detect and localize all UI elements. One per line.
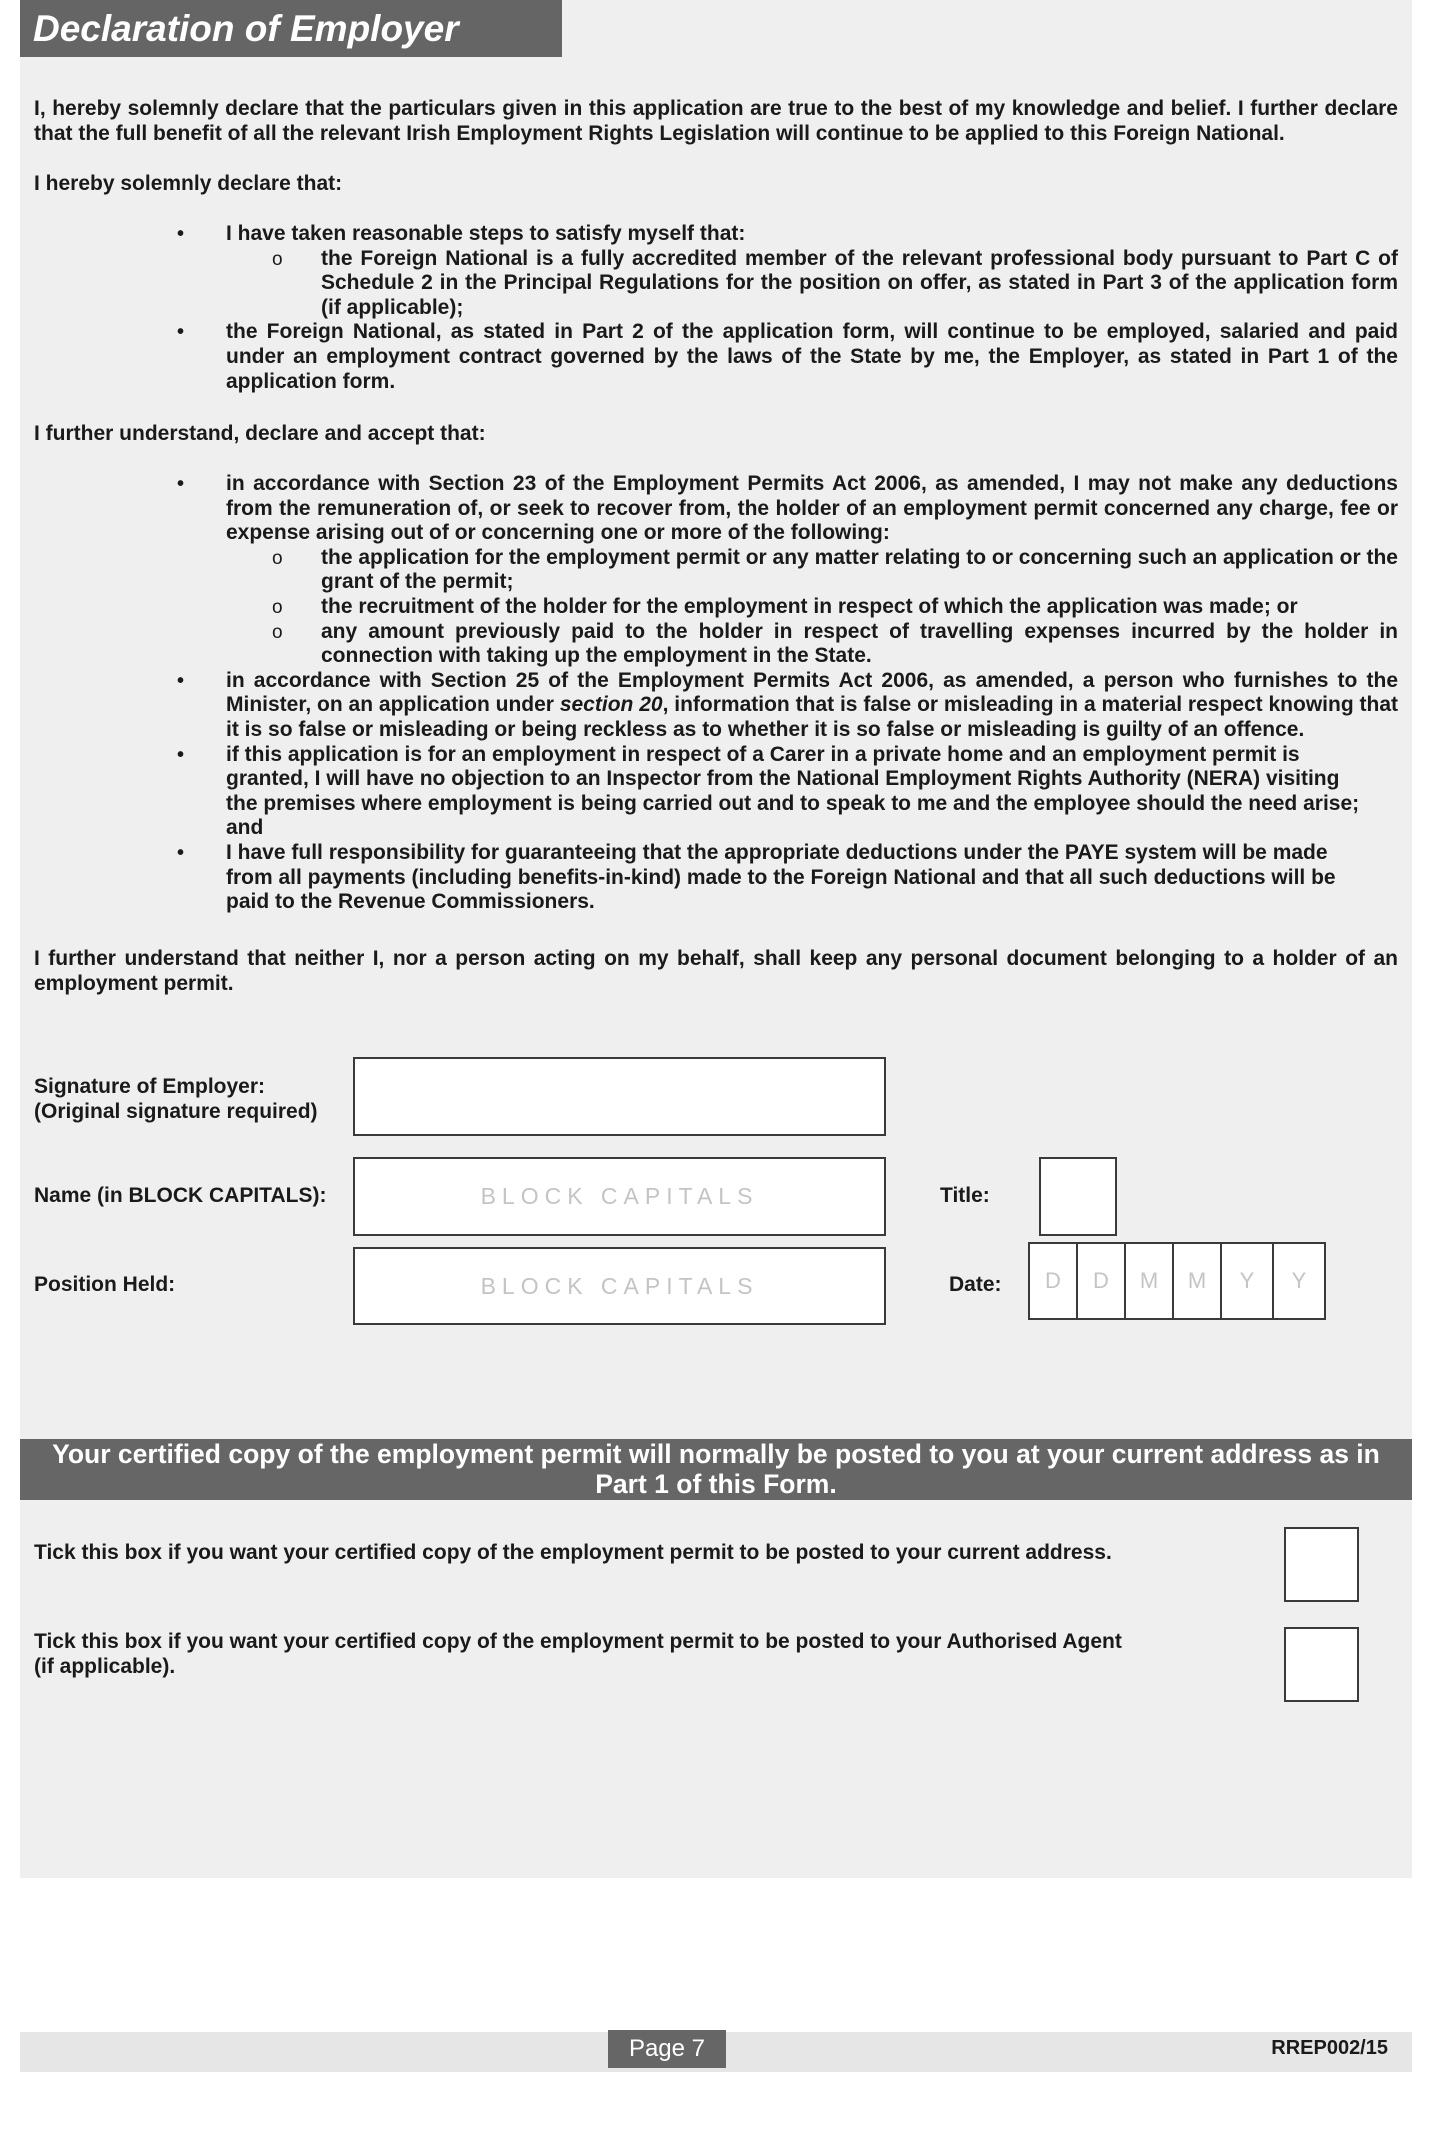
signature-label: Signature of Employer: (Original signature required)	[34, 1075, 318, 1123]
list-item: • if this application is for an employment in respect of a Carer in a private home and an employment permit is granted, I will have no objection to an Inspector from the National Employment Rights Authority (NERA) visiting the premises where employment is being carried out and to speak to me and the employee should the need arise; and	[177, 742, 1360, 840]
title-label: Title:	[940, 1184, 990, 1207]
title-field[interactable]	[1039, 1157, 1117, 1236]
sub-list-item: o any amount previously paid to the holder in respect of travelling expenses incurred by the holder in connection with taking up the employment in the State.	[272, 619, 1398, 668]
bullet-icon: •	[177, 743, 185, 766]
bullet-icon: •	[177, 841, 185, 864]
circle-bullet-icon: o	[272, 547, 283, 569]
circle-bullet-icon: o	[272, 596, 283, 618]
bullet-icon: •	[177, 321, 185, 344]
closing-paragraph: I further understand that neither I, nor a person acting on my behalf, shall keep any personal document belonging to a holder of an employment permit.	[34, 947, 1398, 995]
bullet-icon: •	[177, 223, 185, 245]
postal-notice-bar: Your certified copy of the employment permit will normally be posted to you at your current address as in Part 1 of this Form.	[20, 1439, 1412, 1500]
postal-option-current-address-checkbox[interactable]	[1284, 1527, 1359, 1602]
name-field[interactable]: BLOCK CAPITALS	[353, 1157, 886, 1236]
list-item: • I have full responsibility for guaranteeing that the appropriate deductions under the PAYE system will be made from all payments (including benefits-in-kind) made to the Foreign National and that all such deductions will be paid to the Revenue Commissioners.	[177, 840, 1336, 914]
list-item: • I have taken reasonable steps to satisfy myself that:	[177, 222, 746, 245]
position-label: Position Held:	[34, 1273, 176, 1296]
position-field[interactable]: BLOCK CAPITALS	[353, 1247, 886, 1325]
page-number: Page 7	[608, 2030, 726, 2068]
list-item: • in accordance with Section 23 of the Employment Permits Act 2006, as amended, I may not make any deductions from the remuneration of, or seek to recover from, the holder of an employment permit concerned any charge, fee or expense arising out of or concerning one or more of the following:	[177, 472, 1398, 545]
declare-heading: I hereby solemnly declare that:	[34, 172, 343, 195]
postal-option-current-address-label: Tick this box if you want your certified copy of the employment permit to be posted to your current address.	[34, 1541, 1112, 1564]
document-code: RREP002/15	[1271, 2037, 1388, 2059]
date-day-2[interactable]: D	[1076, 1242, 1126, 1320]
understand-list	[34, 472, 1398, 915]
understand-heading: I further understand, declare and accept that:	[34, 422, 486, 445]
date-year-2[interactable]: Y	[1272, 1242, 1326, 1320]
sub-list-item: o the Foreign National is a fully accredited member of the relevant professional body pursuant to Part C of Schedule 2 in the Principal Regulations for the position on offer, as stated in Part 3 of the application form (if applicable);	[272, 246, 1398, 319]
date-month-1[interactable]: M	[1124, 1242, 1174, 1320]
signature-field[interactable]	[353, 1057, 886, 1136]
section-title: Declaration of Employer	[20, 0, 562, 57]
sub-list-item: o the application for the employment permit or any matter relating to or concerning such an application or the grant of the permit;	[272, 545, 1398, 594]
sub-list-item: o the recruitment of the holder for the employment in respect of which the application was made; or	[34, 595, 1398, 620]
declaration-paragraph: I, hereby solemnly declare that the particulars given in this application are true to the best of my knowledge and belief. I further declare that the full benefit of all the relevant Irish Employment Rights Legislation will continue to be applied to this Foreign National.	[34, 97, 1398, 145]
declare-list	[34, 222, 1398, 394]
bullet-icon: •	[177, 669, 185, 692]
circle-bullet-icon: o	[272, 621, 283, 643]
postal-option-agent-checkbox[interactable]	[1284, 1627, 1359, 1702]
name-label: Name (in BLOCK CAPITALS):	[34, 1184, 327, 1207]
date-label: Date:	[949, 1273, 1002, 1296]
postal-option-agent-label: Tick this box if you want your certified copy of the employment permit to be posted to your Authorised Agent (if applicable).	[34, 1630, 1122, 1678]
circle-bullet-icon: o	[272, 248, 283, 270]
list-item: • in accordance with Section 25 of the Employment Permits Act 2006, as amended, a person who furnishes to the Minister, on an application under section 20, information that is false or misleading in a material respect knowing that it is so false or misleading or being reckless as to whether it is so false or misleading is guilty of an offence.	[177, 668, 1399, 741]
date-day-1[interactable]: D	[1028, 1242, 1078, 1320]
list-item: • the Foreign National, as stated in Part 2 of the application form, will continue to be employed, salaried and paid under an employment contract governed by the laws of the State by me, the Employer, as stated in Part 1 of the application form.	[177, 320, 1398, 393]
bullet-icon: •	[177, 473, 185, 495]
date-month-2[interactable]: M	[1172, 1242, 1222, 1320]
date-year-1[interactable]: Y	[1220, 1242, 1274, 1320]
